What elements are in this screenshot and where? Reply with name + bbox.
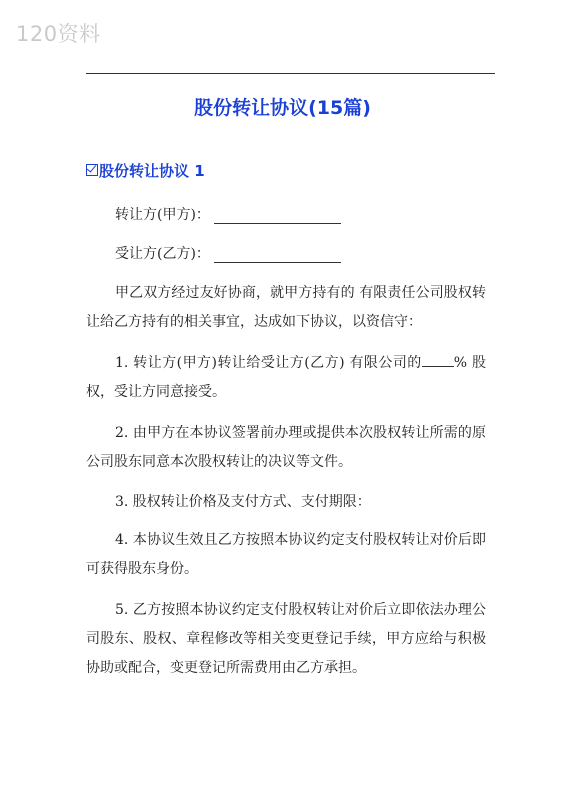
clause-1-text-b: % 股权，受让方同意接受。 xyxy=(86,355,486,400)
watermark: 120资料 xyxy=(16,22,101,46)
transferor-label: 转让方(甲方)： xyxy=(115,207,210,223)
intro-paragraph: 甲乙双方经过友好协商，就甲方持有的 有限责任公司股权转让给乙方持有的相关事宜，达成如下协议，以资信守： xyxy=(86,285,486,330)
clause-3: 3. 股权转让价格及支付方式、支付期限： xyxy=(115,494,371,510)
transferee-blank xyxy=(214,248,341,263)
section-heading-text: 股份转让协议 1 xyxy=(99,162,205,180)
clause-5: 5. 乙方按照本协议约定支付股权转让对价后立即依法办理公司股东、股权、章程修改等相关变更登记手续，甲方应给与积极协助或配合，变更登记所需费用由乙方承担。 xyxy=(86,602,486,676)
percentage-blank xyxy=(422,353,454,367)
clause-4: 4. 本协议生效且乙方按照本协议约定支付股权转让对价后即可获得股东身份。 xyxy=(86,532,486,577)
transferor-line xyxy=(115,204,341,224)
document-title: 股份转让协议(15篇) xyxy=(194,97,371,119)
transferee-label: 受让方(乙方)： xyxy=(115,246,210,262)
checkbox-icon xyxy=(86,164,98,176)
section-heading xyxy=(86,160,205,181)
transferee-line xyxy=(115,243,341,263)
transferor-blank xyxy=(214,209,341,224)
clause-1 xyxy=(86,349,486,407)
clause-1-text-a: 1. 转让方(甲方)转让给受让方(乙方) 有限公司的 xyxy=(115,355,422,371)
header-rule xyxy=(86,73,495,74)
clause-2: 2. 由甲方在本协议签署前办理或提供本次股权转让所需的原公司股东同意本次股权转让的决议等文件。 xyxy=(86,425,486,470)
